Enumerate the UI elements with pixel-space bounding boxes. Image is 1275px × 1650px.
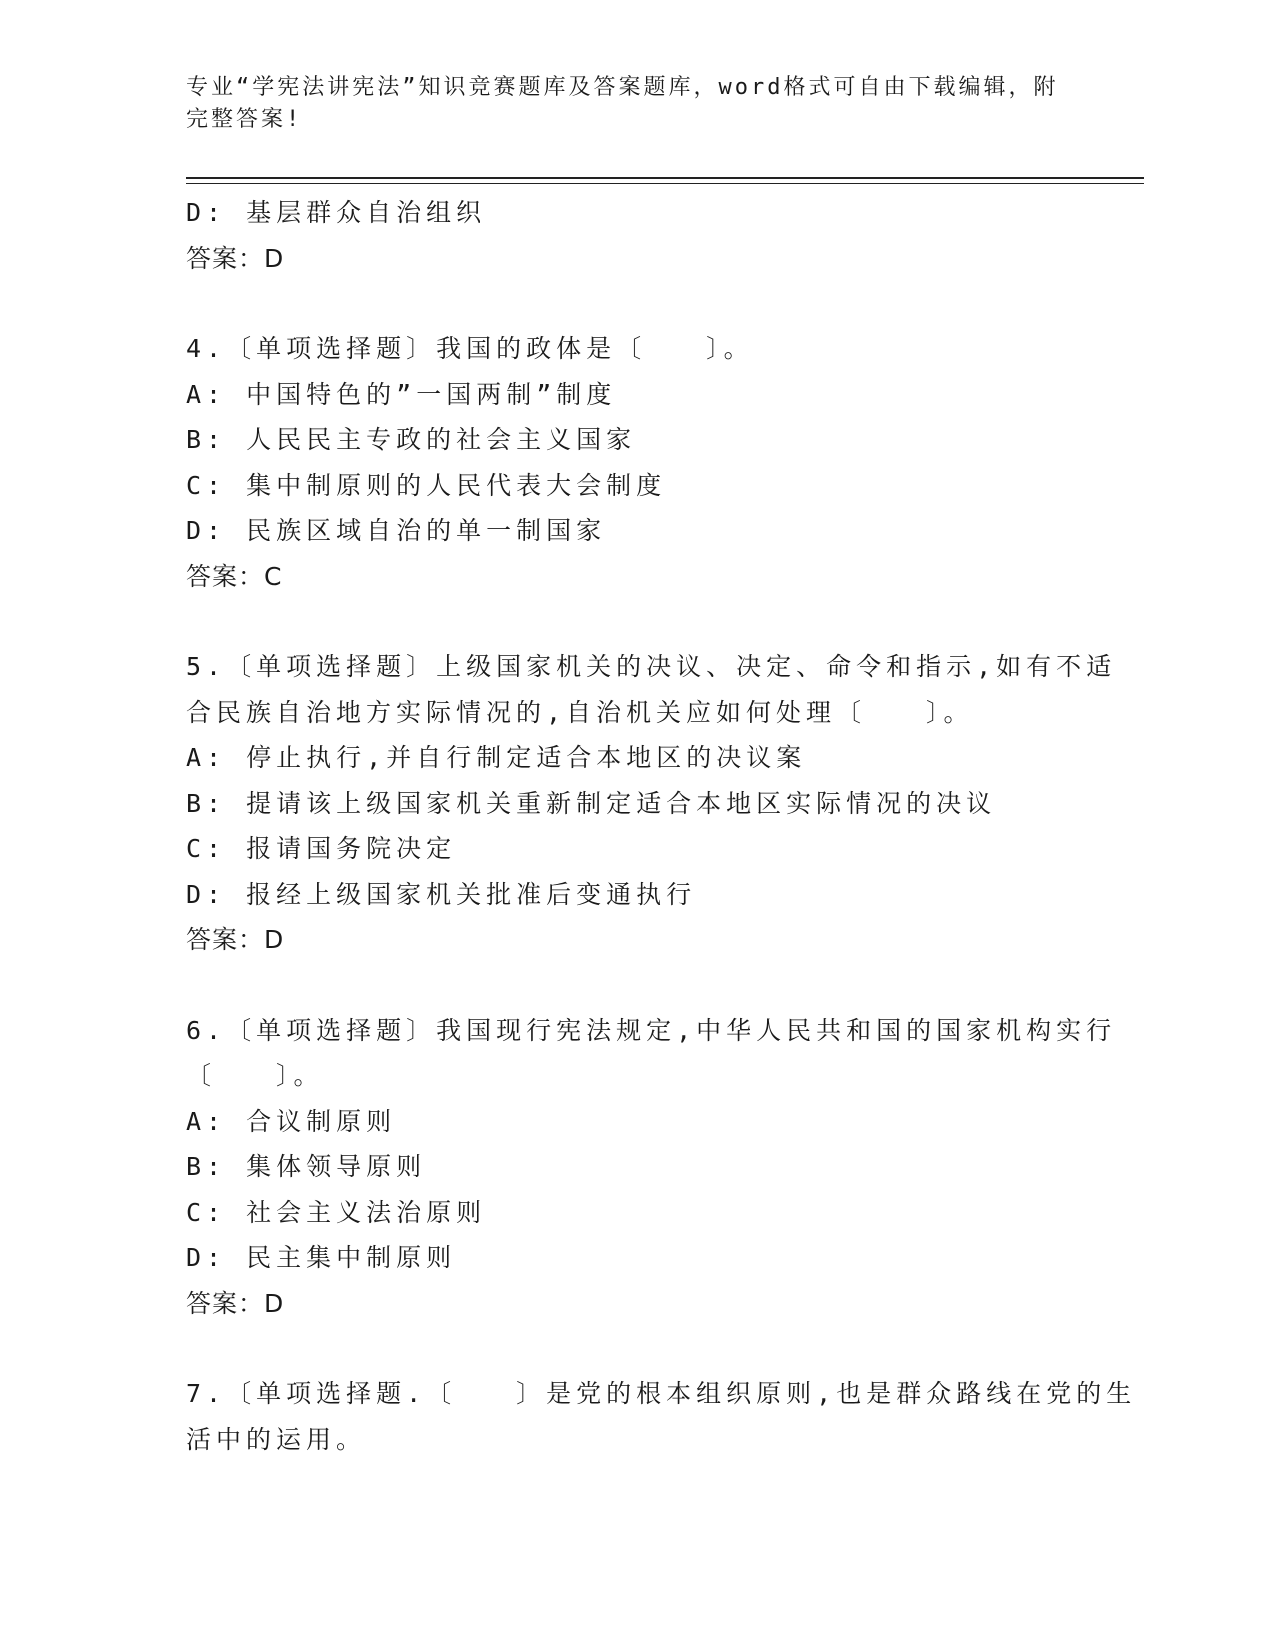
question-stem-line: 6.〔单项选择题〕我国现行宪法规定,中华人民共和国的国家机构实行: [186, 1015, 1117, 1045]
option-c: C: 报请国务院决定: [186, 834, 457, 863]
header-divider-thin: [186, 183, 1144, 184]
answer-line: 答案：C: [186, 561, 283, 591]
option-d: D: 民主集中制原则: [186, 1243, 457, 1272]
option-c: C: 集中制原则的人民代表大会制度: [186, 470, 667, 500]
header-line-2: 完整答案!: [186, 107, 303, 132]
question-stem-line: 7.〔单项选择题.〔 〕是党的根本组织原则,也是群众路线在党的生: [186, 1379, 1137, 1408]
question-stem-line: 合民族自治地方实际情况的,自治机关应如何处理〔 〕。: [186, 697, 974, 727]
answer-line: 答案：D: [186, 925, 285, 954]
answer-line: 答案：D: [186, 243, 285, 273]
question-stem-line: 4.〔单项选择题〕我国的政体是〔 〕。: [186, 334, 754, 363]
option-d: D: 基层群众自治组织: [186, 198, 487, 227]
question-stem-line: 5.〔单项选择题〕上级国家机关的决议、决定、命令和指示,如有不适: [186, 652, 1117, 681]
document-header: [186, 72, 1066, 136]
question-stem-line: 〔 〕。: [186, 1061, 324, 1090]
option-a: A: 合议制原则: [186, 1106, 397, 1136]
question-6: [186, 1008, 1117, 1327]
question-7: [186, 1371, 1137, 1462]
option-b: B: 人民民主专政的社会主义国家: [186, 425, 637, 454]
answer-line: 答案：D: [186, 1288, 285, 1318]
option-d: D: 民族区域自治的单一制国家: [186, 516, 607, 545]
option-b: B: 集体领导原则: [186, 1152, 427, 1181]
option-c: C: 社会主义法治原则: [186, 1197, 487, 1227]
option-a: A: 停止执行,并自行制定适合本地区的决议案: [186, 743, 807, 772]
option-b: B: 提请该上级国家机关重新制定适合本地区实际情况的决议: [186, 788, 997, 818]
question-3-tail: [186, 190, 1086, 281]
question-4: [186, 326, 1086, 599]
question-stem-line: 活中的运用。: [186, 1424, 367, 1454]
question-5: [186, 644, 1117, 963]
header-line-1: 专业“学宪法讲宪法”知识竞赛题库及答案题库，word格式可自由下载编辑，附: [186, 75, 1059, 100]
header-divider-thick: [186, 177, 1144, 179]
option-d: D: 报经上级国家机关批准后变通执行: [186, 879, 697, 909]
option-a: A: 中国特色的”一国两制”制度: [186, 379, 617, 409]
document-body: [186, 190, 1137, 1462]
